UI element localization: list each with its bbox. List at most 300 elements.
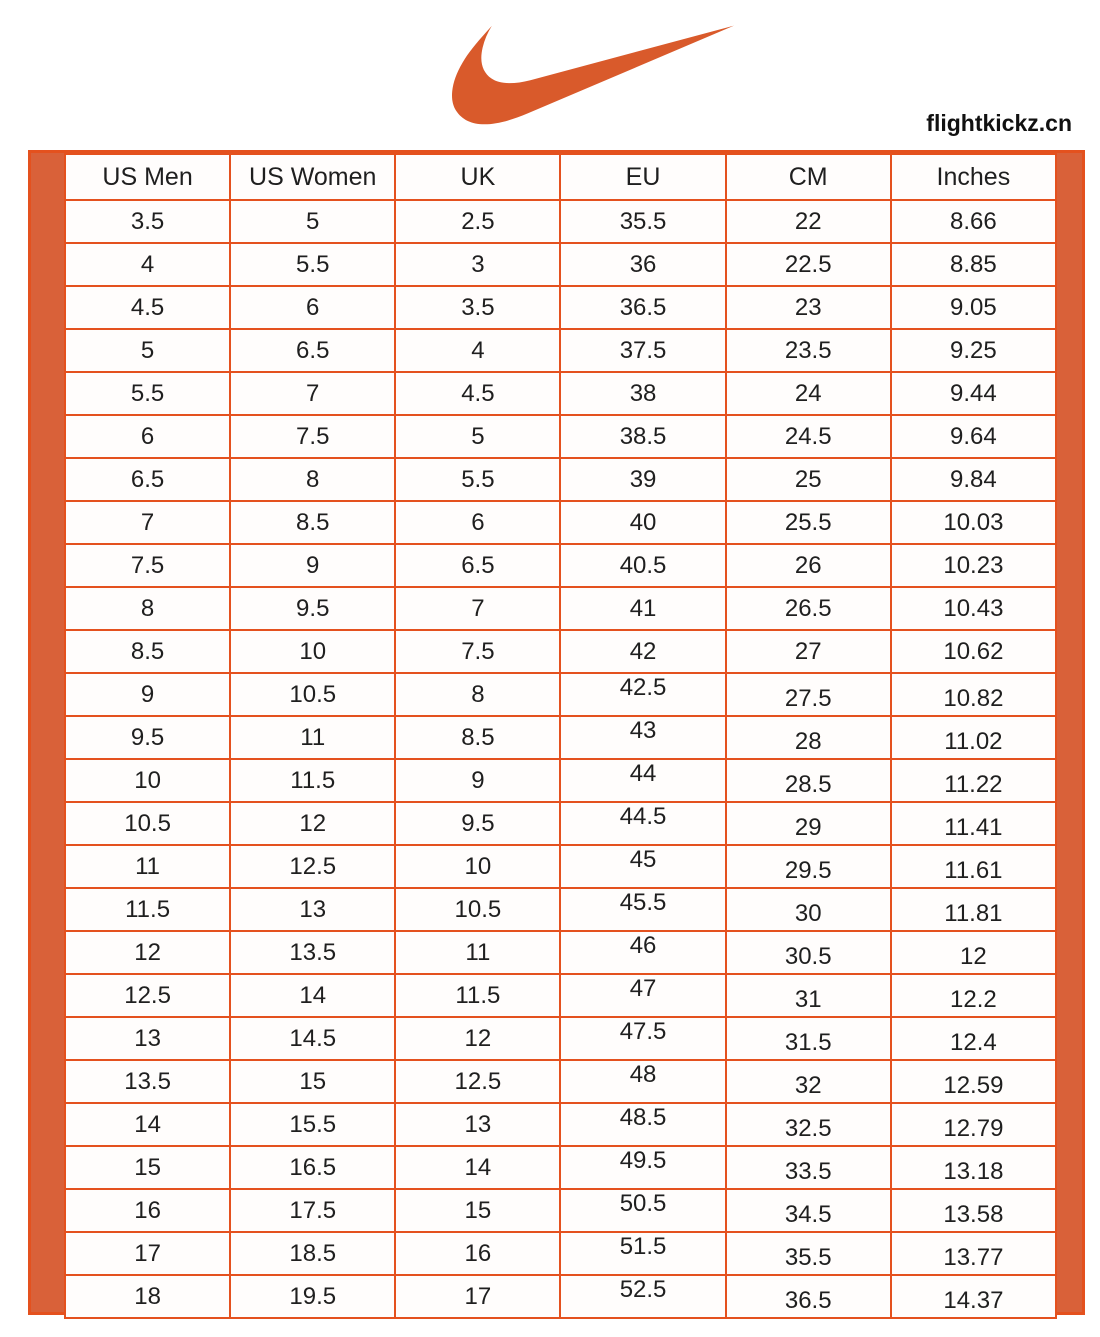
cell-value: 11.22: [944, 770, 1003, 798]
table-cell: [230, 372, 395, 415]
cell-value: 30.5: [784, 942, 832, 970]
cell-value: 4: [140, 250, 155, 278]
cell-value: 10: [299, 637, 327, 665]
table-cell: [395, 1146, 560, 1189]
table-cell: [726, 1232, 891, 1275]
cell-value: 4.5: [461, 379, 495, 407]
cell-value: 12.5: [124, 981, 171, 1009]
cell-value: 11: [135, 852, 161, 880]
table-cell: [560, 329, 725, 372]
table-cell: [65, 1017, 230, 1060]
cell-value: 16: [134, 1196, 161, 1224]
table-row: [65, 1060, 1056, 1103]
size-chart: [28, 150, 1085, 1315]
cell-value: 11.61: [944, 856, 1003, 884]
cell-value: 17: [464, 1282, 492, 1310]
table-cell: [230, 458, 395, 501]
table-cell: [560, 974, 725, 1017]
cell-value: 7.5: [296, 422, 330, 450]
cell-value: 30: [794, 899, 822, 927]
cell-value: 13: [464, 1110, 492, 1138]
table-cell: [726, 458, 891, 501]
table-row: [65, 845, 1056, 888]
cell-value: 50.5: [619, 1189, 667, 1217]
cell-value: 15: [299, 1067, 327, 1095]
cell-value: 45.5: [619, 888, 667, 916]
size-conversion-table: [64, 153, 1057, 1319]
cell-value: 28: [794, 727, 822, 755]
cell-value: 26.5: [784, 594, 832, 622]
table-cell: [560, 1232, 725, 1275]
table-cell: [726, 802, 891, 845]
table-cell: [726, 974, 891, 1017]
cell-value: 14.5: [289, 1024, 337, 1052]
cell-value: 37.5: [619, 336, 667, 364]
table-cell: [891, 587, 1056, 630]
table-row: [65, 372, 1056, 415]
cell-value: 38: [629, 379, 657, 407]
table-cell: [395, 372, 560, 415]
cell-value: 10.5: [289, 680, 337, 708]
table-cell: [891, 200, 1056, 243]
table-cell: [395, 716, 560, 759]
cell-value: 13.58: [943, 1200, 1004, 1228]
table-cell: [65, 888, 230, 931]
cell-value: 4.5: [130, 293, 165, 321]
table-cell: [891, 888, 1056, 931]
table-cell: [65, 458, 230, 501]
cell-value: 19.5: [289, 1282, 337, 1310]
table-cell: [560, 759, 725, 802]
table-cell: [395, 630, 560, 673]
table-cell: [726, 931, 891, 974]
table-cell: [395, 587, 560, 630]
cell-value: 11.5: [455, 981, 501, 1009]
table-cell: [726, 1103, 891, 1146]
table-cell: [891, 1275, 1056, 1318]
cell-value: 24: [794, 379, 822, 407]
cell-value: 13: [134, 1024, 161, 1052]
column-header-cm: CM: [726, 154, 891, 200]
table-cell: [230, 1189, 395, 1232]
table-cell: [560, 931, 725, 974]
table-cell: [726, 372, 891, 415]
cell-value: 27.5: [784, 684, 832, 712]
cell-value: 35.5: [784, 1243, 832, 1271]
cell-value: 12.2: [950, 985, 997, 1013]
cell-value: 11.5: [290, 766, 336, 794]
table-cell: [65, 759, 230, 802]
cell-value: 8: [471, 680, 485, 708]
table-cell: [560, 1189, 725, 1232]
cell-value: 18: [134, 1282, 161, 1310]
table-cell: [395, 1017, 560, 1060]
table-row: [65, 1275, 1056, 1318]
table-cell: [65, 200, 230, 243]
cell-value: 13.5: [124, 1067, 171, 1095]
table-cell: [891, 759, 1056, 802]
table-cell: [65, 716, 230, 759]
cell-value: 25.5: [784, 508, 832, 536]
table-cell: [395, 200, 560, 243]
column-header-us-men: US Men: [65, 154, 230, 200]
cell-value: 6: [471, 508, 485, 536]
table-cell: [395, 458, 560, 501]
table-cell: [65, 1103, 230, 1146]
table-cell: [560, 845, 725, 888]
cell-value: 32: [794, 1071, 822, 1099]
table-cell: [726, 501, 891, 544]
cell-value: 12.4: [950, 1028, 997, 1056]
cell-value: 14: [134, 1110, 161, 1138]
table-cell: [726, 845, 891, 888]
table-row: [65, 716, 1056, 759]
table-cell: [891, 415, 1056, 458]
table-cell: [891, 673, 1056, 716]
table-cell: [230, 501, 395, 544]
table-cell: [230, 329, 395, 372]
table-cell: [230, 1017, 395, 1060]
cell-value: 29.5: [784, 856, 832, 884]
table-cell: [726, 587, 891, 630]
table-row: [65, 802, 1056, 845]
cell-value: 35.5: [619, 207, 667, 235]
table-cell: [65, 845, 230, 888]
cell-value: 36.5: [784, 1286, 832, 1314]
table-cell: [726, 1060, 891, 1103]
cell-value: 6: [306, 293, 320, 321]
cell-value: 24.5: [784, 422, 832, 450]
table-cell: [230, 845, 395, 888]
table-cell: [395, 931, 560, 974]
cell-value: 9.84: [950, 465, 997, 493]
cell-value: 8.66: [950, 207, 997, 235]
table-row: [65, 759, 1056, 802]
column-header-inches: Inches: [891, 154, 1056, 200]
cell-value: 11.02: [944, 727, 1003, 755]
cell-value: 14: [464, 1153, 492, 1181]
cell-value: 6: [140, 422, 155, 450]
table-cell: [395, 1060, 560, 1103]
cell-value: 28.5: [784, 770, 832, 798]
cell-value: 38.5: [619, 422, 667, 450]
table-cell: [65, 415, 230, 458]
table-cell: [891, 802, 1056, 845]
table-row: [65, 415, 1056, 458]
table-row: [65, 329, 1056, 372]
cell-value: 49.5: [619, 1146, 667, 1174]
cell-value: 9.05: [950, 293, 997, 321]
cell-value: 25: [794, 465, 822, 493]
cell-value: 9.5: [130, 723, 165, 751]
table-cell: [560, 802, 725, 845]
cell-value: 22.5: [784, 250, 832, 278]
table-cell: [395, 1232, 560, 1275]
table-cell: [65, 544, 230, 587]
cell-value: 42: [629, 637, 657, 665]
table-cell: [230, 673, 395, 716]
cell-value: 7: [140, 508, 155, 536]
cell-value: 44.5: [619, 802, 667, 830]
table-row: [65, 673, 1056, 716]
cell-value: 12: [299, 809, 327, 837]
table-cell: [726, 1146, 891, 1189]
table-cell: [230, 1275, 395, 1318]
cell-value: 8.5: [461, 723, 495, 751]
table-cell: [65, 501, 230, 544]
cell-value: 31.5: [784, 1028, 832, 1056]
table-row: [65, 458, 1056, 501]
cell-value: 6.5: [461, 551, 495, 579]
cell-value: 17.5: [289, 1196, 337, 1224]
cell-value: 8.5: [296, 508, 330, 536]
cell-value: 12: [960, 942, 987, 970]
nike-swoosh-icon: [452, 14, 734, 130]
table-cell: [726, 243, 891, 286]
cell-value: 43: [629, 716, 657, 744]
table-row: [65, 1189, 1056, 1232]
cell-value: 5: [306, 207, 320, 235]
cell-value: 9: [140, 680, 155, 708]
table-cell: [560, 458, 725, 501]
table-row: [65, 544, 1056, 587]
table-cell: [65, 587, 230, 630]
table-cell: [891, 1232, 1056, 1275]
table-row: [65, 931, 1056, 974]
cell-value: 32.5: [784, 1114, 832, 1142]
table-cell: [65, 1146, 230, 1189]
cell-value: 11.81: [944, 899, 1003, 927]
table-cell: [726, 415, 891, 458]
cell-value: 52.5: [619, 1275, 667, 1303]
table-cell: [395, 845, 560, 888]
table-cell: [230, 1232, 395, 1275]
table-cell: [65, 1275, 230, 1318]
table-row: [65, 974, 1056, 1017]
cell-value: 8: [306, 465, 320, 493]
cell-value: 22: [794, 207, 822, 235]
table-cell: [395, 888, 560, 931]
cell-value: 10.82: [943, 684, 1004, 712]
table-cell: [891, 544, 1056, 587]
cell-value: 10: [134, 766, 161, 794]
cell-value: 27: [794, 637, 822, 665]
table-cell: [230, 931, 395, 974]
table-cell: [560, 1146, 725, 1189]
table-row: [65, 630, 1056, 673]
table-cell: [891, 458, 1056, 501]
table-cell: [560, 673, 725, 716]
cell-value: 46: [629, 931, 657, 959]
cell-value: 45: [629, 845, 657, 873]
table-cell: [891, 1103, 1056, 1146]
table-row: [65, 200, 1056, 243]
table-cell: [560, 716, 725, 759]
cell-value: 9.25: [950, 336, 997, 364]
cell-value: 12.59: [943, 1071, 1004, 1099]
cell-value: 12: [464, 1024, 492, 1052]
table-cell: [726, 1275, 891, 1318]
table-cell: [891, 1189, 1056, 1232]
table-row: [65, 243, 1056, 286]
table-cell: [65, 1189, 230, 1232]
cell-value: 9.44: [950, 379, 997, 407]
cell-value: 14: [299, 981, 327, 1009]
cell-value: 11: [465, 938, 491, 966]
table-cell: [891, 630, 1056, 673]
header-row: [65, 154, 1056, 200]
cell-value: 48.5: [619, 1103, 667, 1131]
cell-value: 12.5: [454, 1067, 502, 1095]
table-row: [65, 1146, 1056, 1189]
table-cell: [395, 501, 560, 544]
table-cell: [65, 1060, 230, 1103]
table-cell: [560, 630, 725, 673]
table-cell: [891, 329, 1056, 372]
table-cell: [726, 200, 891, 243]
table-cell: [395, 243, 560, 286]
table-cell: [726, 673, 891, 716]
table-cell: [230, 759, 395, 802]
table-cell: [230, 243, 395, 286]
cell-value: 16: [464, 1239, 492, 1267]
cell-value: 7: [471, 594, 485, 622]
cell-value: 3.5: [461, 293, 495, 321]
table-cell: [65, 931, 230, 974]
table-cell: [560, 1275, 725, 1318]
table-cell: [560, 501, 725, 544]
table-cell: [891, 243, 1056, 286]
column-header-us-women: US Women: [230, 154, 395, 200]
cell-value: 23: [794, 293, 822, 321]
cell-value: 4: [471, 336, 485, 364]
table-cell: [560, 1017, 725, 1060]
cell-value: 6.5: [130, 465, 165, 493]
table-cell: [395, 415, 560, 458]
cell-value: 9.5: [296, 594, 330, 622]
cell-value: 13.77: [943, 1243, 1004, 1271]
cell-value: 12.79: [943, 1114, 1004, 1142]
cell-value: 39: [629, 465, 657, 493]
cell-value: 10.5: [124, 809, 171, 837]
cell-value: 9: [306, 551, 320, 579]
cell-value: 5.5: [296, 250, 330, 278]
table-cell: [726, 544, 891, 587]
cell-value: 34.5: [784, 1200, 832, 1228]
table-cell: [65, 974, 230, 1017]
cell-value: 33.5: [784, 1157, 832, 1185]
cell-value: 5: [140, 336, 155, 364]
cell-value: 29: [794, 813, 822, 841]
cell-value: 13: [299, 895, 327, 923]
cell-value: 5.5: [461, 465, 495, 493]
cell-value: 7: [306, 379, 320, 407]
cell-value: 51.5: [619, 1232, 667, 1260]
column-header-eu: EU: [560, 154, 725, 200]
cell-value: 10.5: [454, 895, 502, 923]
table-cell: [395, 974, 560, 1017]
table-cell: [891, 845, 1056, 888]
cell-value: 47.5: [619, 1017, 667, 1045]
cell-value: 47: [629, 974, 657, 1002]
table-cell: [230, 630, 395, 673]
cell-value: 6.5: [296, 336, 330, 364]
cell-value: 40.5: [619, 551, 667, 579]
right-accent-bar: [1057, 153, 1082, 1312]
table-cell: [560, 587, 725, 630]
table-cell: [395, 1189, 560, 1232]
column-header-uk: UK: [395, 154, 560, 200]
table-cell: [560, 544, 725, 587]
table-cell: [726, 716, 891, 759]
table-cell: [230, 415, 395, 458]
cell-value: 36.5: [619, 293, 667, 321]
cell-value: 10.43: [943, 594, 1004, 622]
table-cell: [395, 544, 560, 587]
table-cell: [560, 1103, 725, 1146]
table-cell: [560, 286, 725, 329]
table-row: [65, 587, 1056, 630]
cell-value: 8.5: [130, 637, 165, 665]
cell-value: 41: [629, 594, 657, 622]
cell-value: 3: [471, 250, 485, 278]
table-cell: [230, 1146, 395, 1189]
table-cell: [395, 802, 560, 845]
table-cell: [395, 673, 560, 716]
table-cell: [65, 630, 230, 673]
table-cell: [65, 329, 230, 372]
cell-value: 15: [464, 1196, 492, 1224]
cell-value: 42.5: [619, 673, 667, 701]
table-row: [65, 501, 1056, 544]
table-cell: [230, 974, 395, 1017]
cell-value: 9: [471, 766, 485, 794]
cell-value: 3.5: [130, 207, 165, 235]
table-cell: [726, 1017, 891, 1060]
cell-value: 7.5: [461, 637, 495, 665]
table-cell: [230, 286, 395, 329]
cell-value: 31: [794, 985, 822, 1013]
table-cell: [65, 243, 230, 286]
left-accent-bar: [31, 153, 64, 1312]
cell-value: 12.5: [289, 852, 337, 880]
table-cell: [891, 501, 1056, 544]
table-row: [65, 888, 1056, 931]
cell-value: 16.5: [289, 1153, 337, 1181]
table-cell: [726, 888, 891, 931]
table-cell: [65, 802, 230, 845]
cell-value: 23.5: [784, 336, 832, 364]
cell-value: 10.03: [943, 508, 1004, 536]
table-cell: [230, 544, 395, 587]
table-row: [65, 1017, 1056, 1060]
cell-value: 26: [794, 551, 822, 579]
cell-value: 48: [629, 1060, 657, 1088]
cell-value: 7.5: [130, 551, 165, 579]
table-cell: [891, 931, 1056, 974]
cell-value: 10: [464, 852, 492, 880]
watermark-text: flightkickz.cn: [926, 110, 1072, 136]
cell-value: 36: [629, 250, 657, 278]
table-cell: [891, 1146, 1056, 1189]
table-cell: [230, 1060, 395, 1103]
cell-value: 8: [140, 594, 155, 622]
cell-value: 10.23: [943, 551, 1004, 579]
table-cell: [560, 415, 725, 458]
table-cell: [65, 673, 230, 716]
table-cell: [726, 1189, 891, 1232]
table-cell: [230, 587, 395, 630]
